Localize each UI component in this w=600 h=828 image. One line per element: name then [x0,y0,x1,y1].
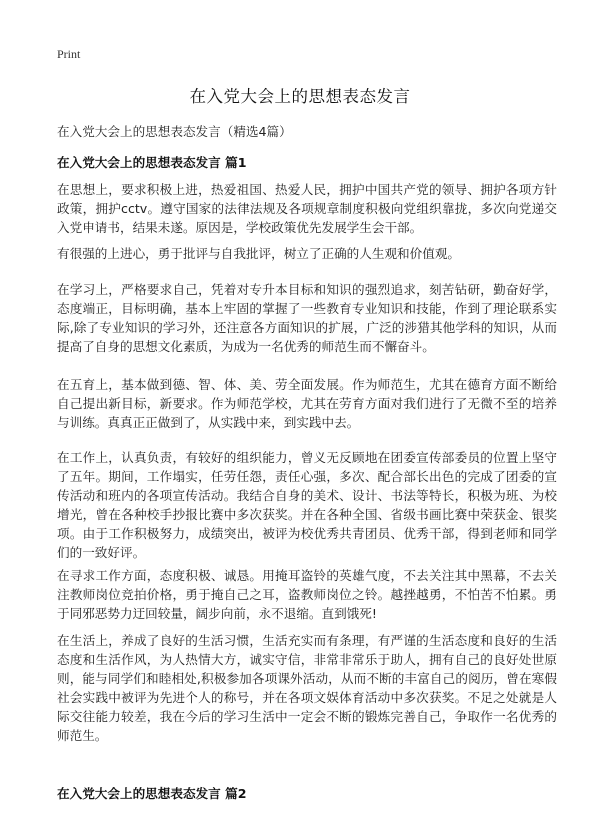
document-subtitle: 在入党大会上的思想表态发言（精选4篇） [57,124,292,139]
paragraph-1-7: 在生活上，养成了良好的生活习惯，生活充实而有条理，有严谨的生活态度和良好的生活态度和生活作风，为人热情大方，诚实守信，非常非常乐于助人，拥有自己的良好处世原则，能与同学们和睦相处,积极参加各项课外活动，从而不断的丰富自己的阅历，曾在寒假社会实践中被评为先进个人的称号，并在各项文娱体育活动中多次获奖。不足之处就是人际交往能力较差，我在今后的学习生活中一定会不断的锻炼完善自己，争取作一名优秀的师范生。 [57,633,557,743]
page-title: 在入党大会上的思想表态发言 [189,87,411,106]
paragraph-1-2: 有很强的上进心，勇于批评与自我批评，树立了正确的人生观和价值观。 [57,246,460,261]
section-heading-2: 在入党大会上的思想表态发言 篇2 [57,786,247,801]
paragraph-1-1: 在思想上，要求积极上进，热爱祖国、热爱人民，拥护中国共产党的领导、拥护各项方针政策，拥护cctv。遵守国家的法律法规及各项规章制度积极向党组织靠拢，多次向党递交入党申请书，结果未遂。原因是，学校政策优先发展学生会干部。 [57,182,557,235]
paragraph-1-5: 在工作上，认真负责，有较好的组织能力，曾义无反顾地在团委宣传部委员的位置上坚守了五年。期间，工作塌实，任劳任怨，责任心强，多次、配合部长出色的完成了团委的宣传活动和班内的各项宣传活动。我结合自身的美术、设计、书法等特长，积极为班、为校增光，曾在各种校手抄报比赛中多次获奖。并在各种全国、省级书画比赛中荣获金、银奖项。由于工作积极努力，成绩突出，被评为校优秀共青团员、优秀干部，得到老师和同学们的一致好评。 [57,450,557,560]
paragraph-1-4: 在五育上，基本做到德、智、体、美、劳全面发展。作为师范生，尤其在德育方面不断给自己提出新目标，新要求。作为师范学校，尤其在劳育方面对我们进行了无微不至的培养与训练。真真正正做到了，从实践中来，到实践中去。 [57,377,557,430]
paragraph-1-6: 在寻求工作方面，态度积极、诚恳。用掩耳盗铃的英雄气度，不去关注其中黑幕，不去关注教师岗位竞拍价格，勇于掩自己之耳，盗教师岗位之铃。越挫越勇，不怕苦不怕累。勇于同邪恶势力迂回较量，阔步向前，永不退缩。直到饿死! [57,568,557,621]
paragraph-1-3: 在学习上，严格要求自己，凭着对专升本目标和知识的强烈追求，刻苦钻研，勤奋好学，态度端正，目标明确，基本上牢固的掌握了一些教育专业知识和技能，作到了理论联系实际,除了专业知识的学习外，还注意各方面知识的扩展，广泛的涉猎其他学科的知识，从而提高了自身的思想文化素质，为成为一名优秀的师范生而不懈奋斗。 [57,282,557,354]
print-label[interactable]: Print [57,47,81,61]
section-heading-1: 在入党大会上的思想表态发言 篇1 [57,155,247,170]
